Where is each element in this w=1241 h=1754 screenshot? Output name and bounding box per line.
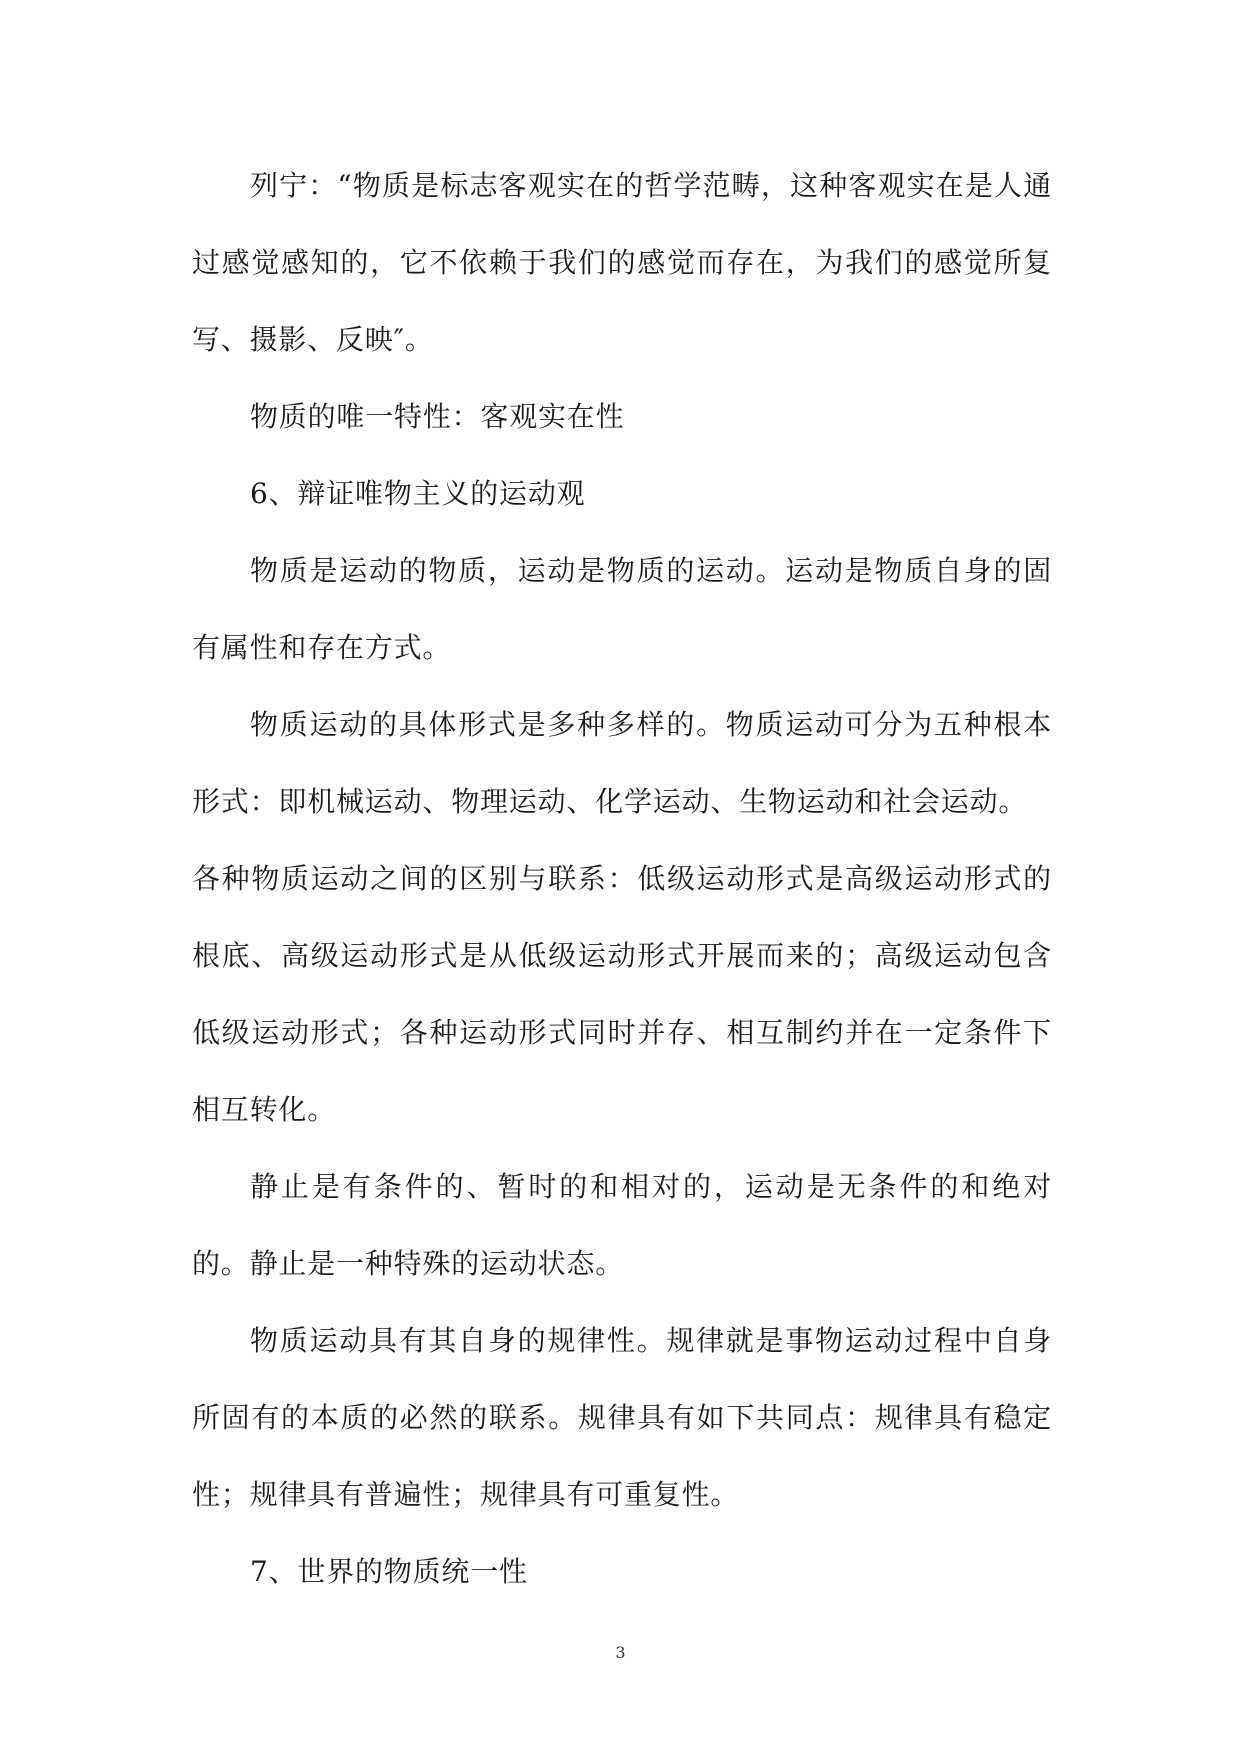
paragraph-motion-relations: 各种物质运动之间的区别与联系：低级运动形式是高级运动形式的根底、高级运动形式是从低级运动形式开展而来的；高级运动包含低级运动形式；各种运动形式同时并存、相互制约并在一定条件下相互转化。 bbox=[192, 862, 1052, 1126]
section-heading-6: 6、辩证唯物主义的运动观 bbox=[250, 477, 586, 510]
paragraph-laws: 物质运动具有其自身的规律性。规律就是事物运动过程中自身所固有的本质的必然的联系。规律具有如下共同点：规律具有稳定性；规律具有普遍性；规律具有可重复性。 bbox=[192, 1324, 1052, 1511]
page-number: 3 bbox=[615, 1643, 626, 1662]
paragraph-lenin-definition: 列宁：“物质是标志客观实在的哲学范畴，这种客观实在是人通过感觉感知的，它不依赖于我们的感觉而存在，为我们的感觉所复写、摄影、反映″。 bbox=[192, 169, 1052, 356]
paragraph-rest: 静止是有条件的、暂时的和相对的，运动是无条件的和绝对的。静止是一种特殊的运动状态。 bbox=[192, 1170, 1052, 1280]
paragraph-matter-property: 物质的唯一特性：客观实在性 bbox=[250, 400, 625, 433]
document-body bbox=[192, 147, 1052, 1610]
paragraph-motion-forms: 物质运动的具体形式是多种多样的。物质运动可分为五种根本形式：即机械运动、物理运动、化学运动、生物运动和社会运动。 bbox=[192, 708, 1052, 818]
paragraph-motion-matter: 物质是运动的物质，运动是物质的运动。运动是物质自身的固有属性和存在方式。 bbox=[192, 554, 1052, 664]
section-heading-7: 7、世界的物质统一性 bbox=[250, 1555, 528, 1588]
